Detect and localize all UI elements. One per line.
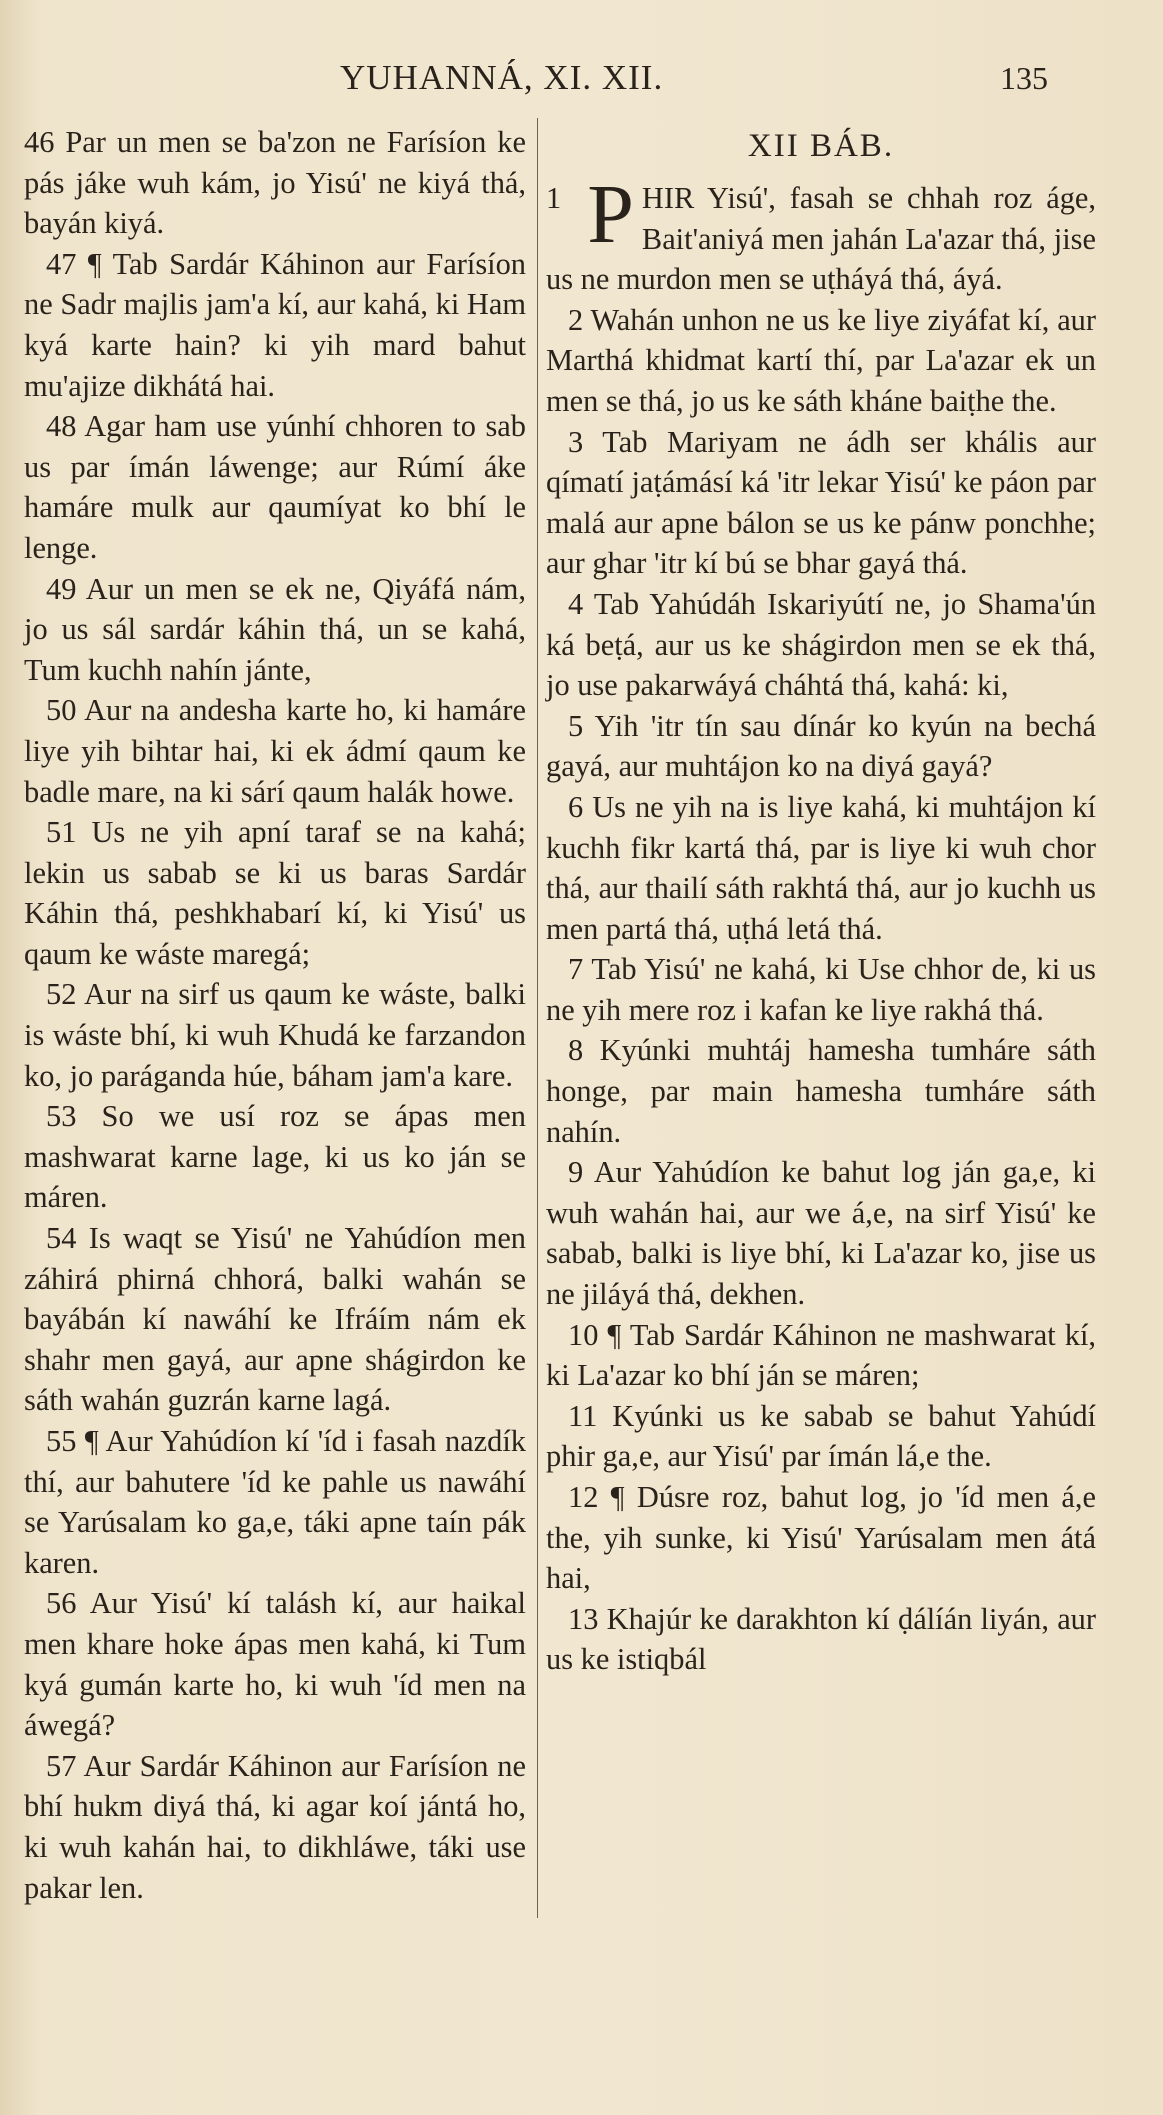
verse-53: 53 So we usí roz se ápas men mashwarat karne lage, ki us ko ján se máren.	[24, 1099, 526, 1215]
verse-number: 1	[546, 181, 562, 215]
verse-50: 50 Aur na andesha karte ho, ki hamáre liye yih bihtar hai, ki ek ádmí qaum ke badle mare, na ki sárí qaum halák howe.	[24, 693, 526, 809]
verse-12: 12 ¶ Dúsre roz, bahut log, jo 'íd men á,e the, yih sunke, ki Yisú' Yarúsalam men átá hai,	[546, 1480, 1096, 1596]
verse-54: 54 Is waqt se Yisú' ne Yahúdíon men záhirá phirná chhorá, balki wahán se bayábán kí nawáhí ke Ifráím nám ek shahr men gayá, aur apne shágirdon ke sáth wahán guzrán karne lagá.	[24, 1221, 526, 1418]
verse-47: 47 ¶ Tab Sardár Káhinon aur Farísíon ne Sadr majlis jam'a kí, aur kahá, ki Ham kyá karte hain? ki yih mard bahut mu'ajize dikhátá hai.	[24, 246, 526, 403]
verse-48: 48 Agar ham use yúnhí chhoren to sab us par ímán láwenge; aur Rúmí áke hamáre mulk aur qaumíyat ko bhí le lenge.	[24, 409, 526, 565]
verse-4: 4 Tab Yahúdáh Iskariyútí ne, jo Shama'ún ká beṭá, aur us ke shágirdon men se ek thá, jo use pakarwáyá cháhtá thá, kahá: ki,	[546, 586, 1096, 703]
verse-9: 9 Aur Yahúdíon ke bahut log ján ga,e, ki wuh wahán hai, aur we á,e, na sirf Yisú' ke sabab, balki is liye bhí, ki La'azar ko, jise us ne jiláyá thá, dekhen.	[546, 1155, 1096, 1312]
verse-6: 6 Us ne yih na is liye kahá, ki muhtájon kí kuchh fikr kartá thá, par is liye ki wuh chor thá, aur thailí sáth rakhtá thá, aur jo kuchh us men partá thá, uṭhá letá thá.	[546, 789, 1096, 946]
verse-10: 10 ¶ Tab Sardár Káhinon ne mashwarat kí, ki La'azar ko bhí ján se máren;	[546, 1317, 1096, 1393]
verse-1	[546, 168, 1096, 300]
verse-5: 5 Yih 'itr tín sau dínár ko kyún na bechá gayá, aur muhtájon ko na diyá gayá?	[546, 708, 1096, 784]
verse-11: 11 Kyúnki us ke sabab se bahut Yahúdí phir ga,e, aur Yisú' par ímán lá,e the.	[546, 1398, 1096, 1474]
drop-cap: P	[587, 168, 634, 261]
page-number: 135	[1000, 60, 1048, 96]
verse-51: 51 Us ne yih apní taraf se na kahá; lekin us sabab se ki us baras Sardár Káhin thá, peshkhabarí kí, ki Yisú' us qaum ke wáste maregá;	[24, 815, 526, 971]
verse-2: 2 Wahán unhon ne us ke liye ziyáfat kí, aur Marthá khidmat kartí thí, par La'azar ek un men se thá, jo us ke sáth kháne baiṭhe the.	[546, 302, 1096, 418]
page-header	[0, 58, 1163, 108]
running-title: YUHANNÁ, XI. XII.	[340, 58, 664, 97]
verse-3: 3 Tab Mariyam ne ádh ser khális aur qímatí jaṭámásí ká 'itr lekar Yisú' ke páon par malá aur apne bálon se us ke pánw ponchhe; aur ghar 'itr kí bú se bhar gayá thá.	[546, 424, 1096, 581]
verse-56: 56 Aur Yisú' kí talásh kí, aur haikal men khare hoke ápas men kahá, ki Tum kyá gumán karte ho, ki wuh 'íd men na áwegá?	[24, 1586, 526, 1743]
left-column	[24, 122, 526, 1908]
verse-7: 7 Tab Yisú' ne kahá, ki Use chhor de, ki us ne yih mere roz i kafan ke liye rakhá thá.	[546, 952, 1096, 1027]
verse-52: 52 Aur na sirf us qaum ke wáste, balki is wáste bhí, ki wuh Khudá ke farzandon ko, jo paráganda húe, báham jam'a kare.	[24, 977, 526, 1093]
verse-49: 49 Aur un men se ek ne, Qiyáfá nám, jo us sál sardár káhin thá, un se kahá, Tum kuchh nahín jánte,	[24, 571, 526, 687]
verse-text: HIR Yisú', fasah se chhah roz áge, Bait'aniyá men jahán La'azar thá, jise us ne murdon men se uṭháyá thá, áyá.	[546, 181, 1096, 297]
verse-46: 46 Par un men se ba'zon ne Farísíon ke pás jáke wuh kám, jo Yisú' ne kiyá thá, bayán kiyá.	[24, 125, 526, 241]
column-divider	[537, 118, 538, 1918]
verse-13: 13 Khajúr ke darakhton kí ḍálíán liyán, aur us ke istiqbál	[546, 1601, 1096, 1677]
verse-55: 55 ¶ Aur Yahúdíon kí 'íd i fasah nazdík thí, aur bahutere 'íd ke pahle us nawáhí se Yarúsalam ko ga,e, táki apne taín pák karen.	[24, 1424, 526, 1580]
chapter-heading: XII BÁB.	[747, 128, 895, 164]
verse-57: 57 Aur Sardár Káhinon aur Farísíon ne bhí hukm diyá thá, ki agar koí jántá ho, ki wuh kahán hai, to dikhláwe, táki use pakar len.	[24, 1748, 526, 1905]
right-column	[546, 122, 1096, 1680]
verse-8: 8 Kyúnki muhtáj hamesha tumháre sáth honge, par main hamesha tumháre sáth nahín.	[546, 1033, 1096, 1149]
